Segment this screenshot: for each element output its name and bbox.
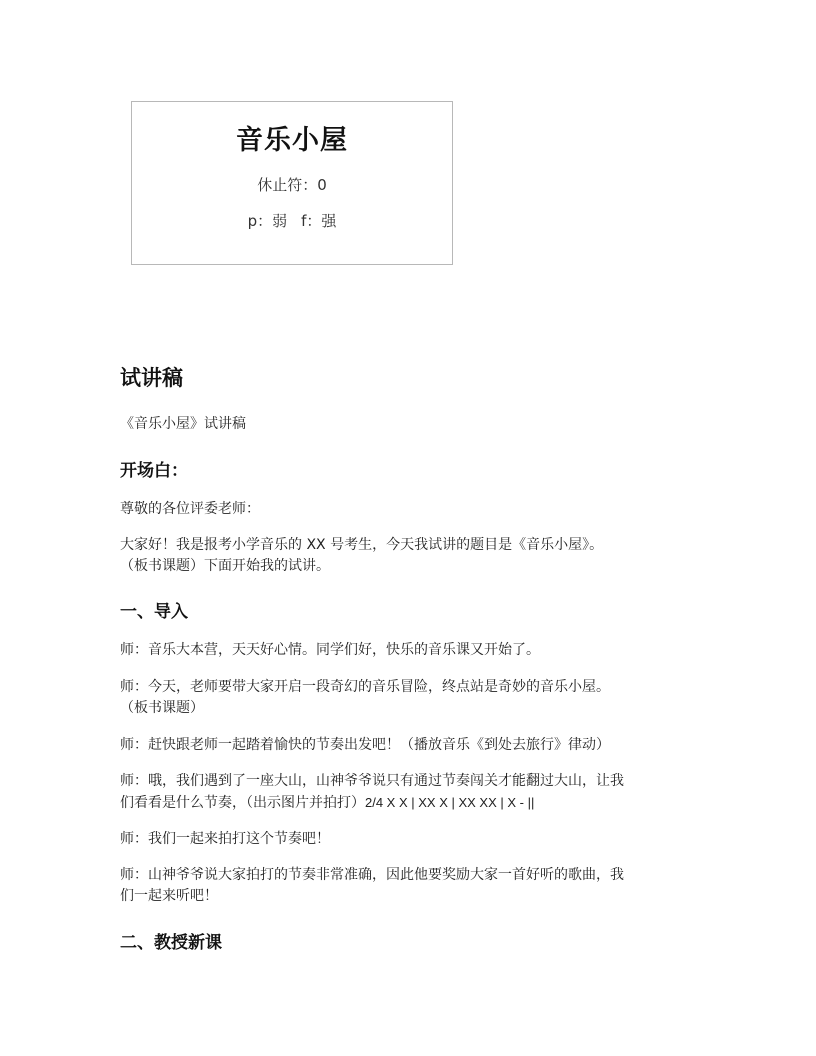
s1-p3-text: 师：赶快跟老师一起踏着愉快的节奏出发吧！（播放音乐《到处去旅行》律动）: [120, 737, 610, 753]
greeting-paragraph: 尊敬的各位评委老师：: [120, 501, 260, 517]
board-dynamics-forte: f：强: [301, 212, 337, 230]
s1-p5-text: 师：我们一起来拍打这个节奏吧！: [120, 831, 330, 847]
opening-heading-wrap: [120, 456, 700, 481]
greeting-wrap: [120, 499, 700, 520]
section2-heading-wrap: [120, 928, 700, 953]
board-dynamics: [132, 210, 452, 231]
s1-paragraph-3: [120, 735, 700, 756]
opening-heading: 开场白：: [120, 461, 188, 481]
s1-p4-line-1: 师：哦，我们遇到了一座大山，山神爷爷说只有通过节奏闯关才能翻过大山，让我: [120, 773, 624, 789]
board-title: 音乐小屋: [236, 125, 348, 156]
s1-p2-line-1: 师：今天，老师要带大家开启一段奇幻的音乐冒险，终点站是奇妙的音乐小屋。: [120, 679, 610, 695]
board-dynamics-piano: p：弱: [247, 212, 288, 230]
s1-paragraph-2: [120, 677, 700, 719]
section1-heading: 一、导入: [120, 602, 188, 622]
document-heading-wrap: [120, 362, 700, 392]
s1-p2-line-2: （板书课题）: [120, 700, 204, 716]
s1-paragraph-1: [120, 640, 700, 661]
s1-p6-line-2: 们一起来听吧！: [120, 888, 218, 904]
section2-heading: 二、教授新课: [120, 933, 222, 953]
s1-p4-line-2: [120, 792, 700, 814]
document-subtitle-wrap: [120, 414, 700, 435]
blackboard-summary: [131, 101, 453, 265]
s1-p1-text: 师：音乐大本营，天天好心情。同学们好，快乐的音乐课又开始了。: [120, 642, 540, 658]
rhythm-notation: 2/4 X X | XX X | XX XX | X - ||: [365, 795, 535, 810]
s1-paragraph-4: [120, 771, 700, 814]
document-heading: 试讲稿: [120, 366, 183, 390]
s1-paragraph-5: [120, 829, 700, 850]
s1-p6-line-1: 师：山神爷爷说大家拍打的节奏非常准确，因此他要奖励大家一首好听的歌曲，我: [120, 867, 624, 883]
s1-paragraph-6: [120, 865, 700, 907]
intro-paragraph: [120, 535, 700, 577]
document-subtitle: 《音乐小屋》试讲稿: [120, 416, 246, 432]
s1-p4-line-2-text: 们看看是什么节奏，（出示图片并拍打）: [120, 795, 365, 811]
board-rest-symbol: 休止符：0: [257, 176, 327, 194]
intro-line-2: （板书课题）下面开始我的试讲。: [120, 558, 330, 574]
section1-heading-wrap: [120, 597, 700, 622]
intro-line-1: 大家好！我是报考小学音乐的 XX 号考生，今天我试讲的题目是《音乐小屋》。: [120, 537, 604, 553]
